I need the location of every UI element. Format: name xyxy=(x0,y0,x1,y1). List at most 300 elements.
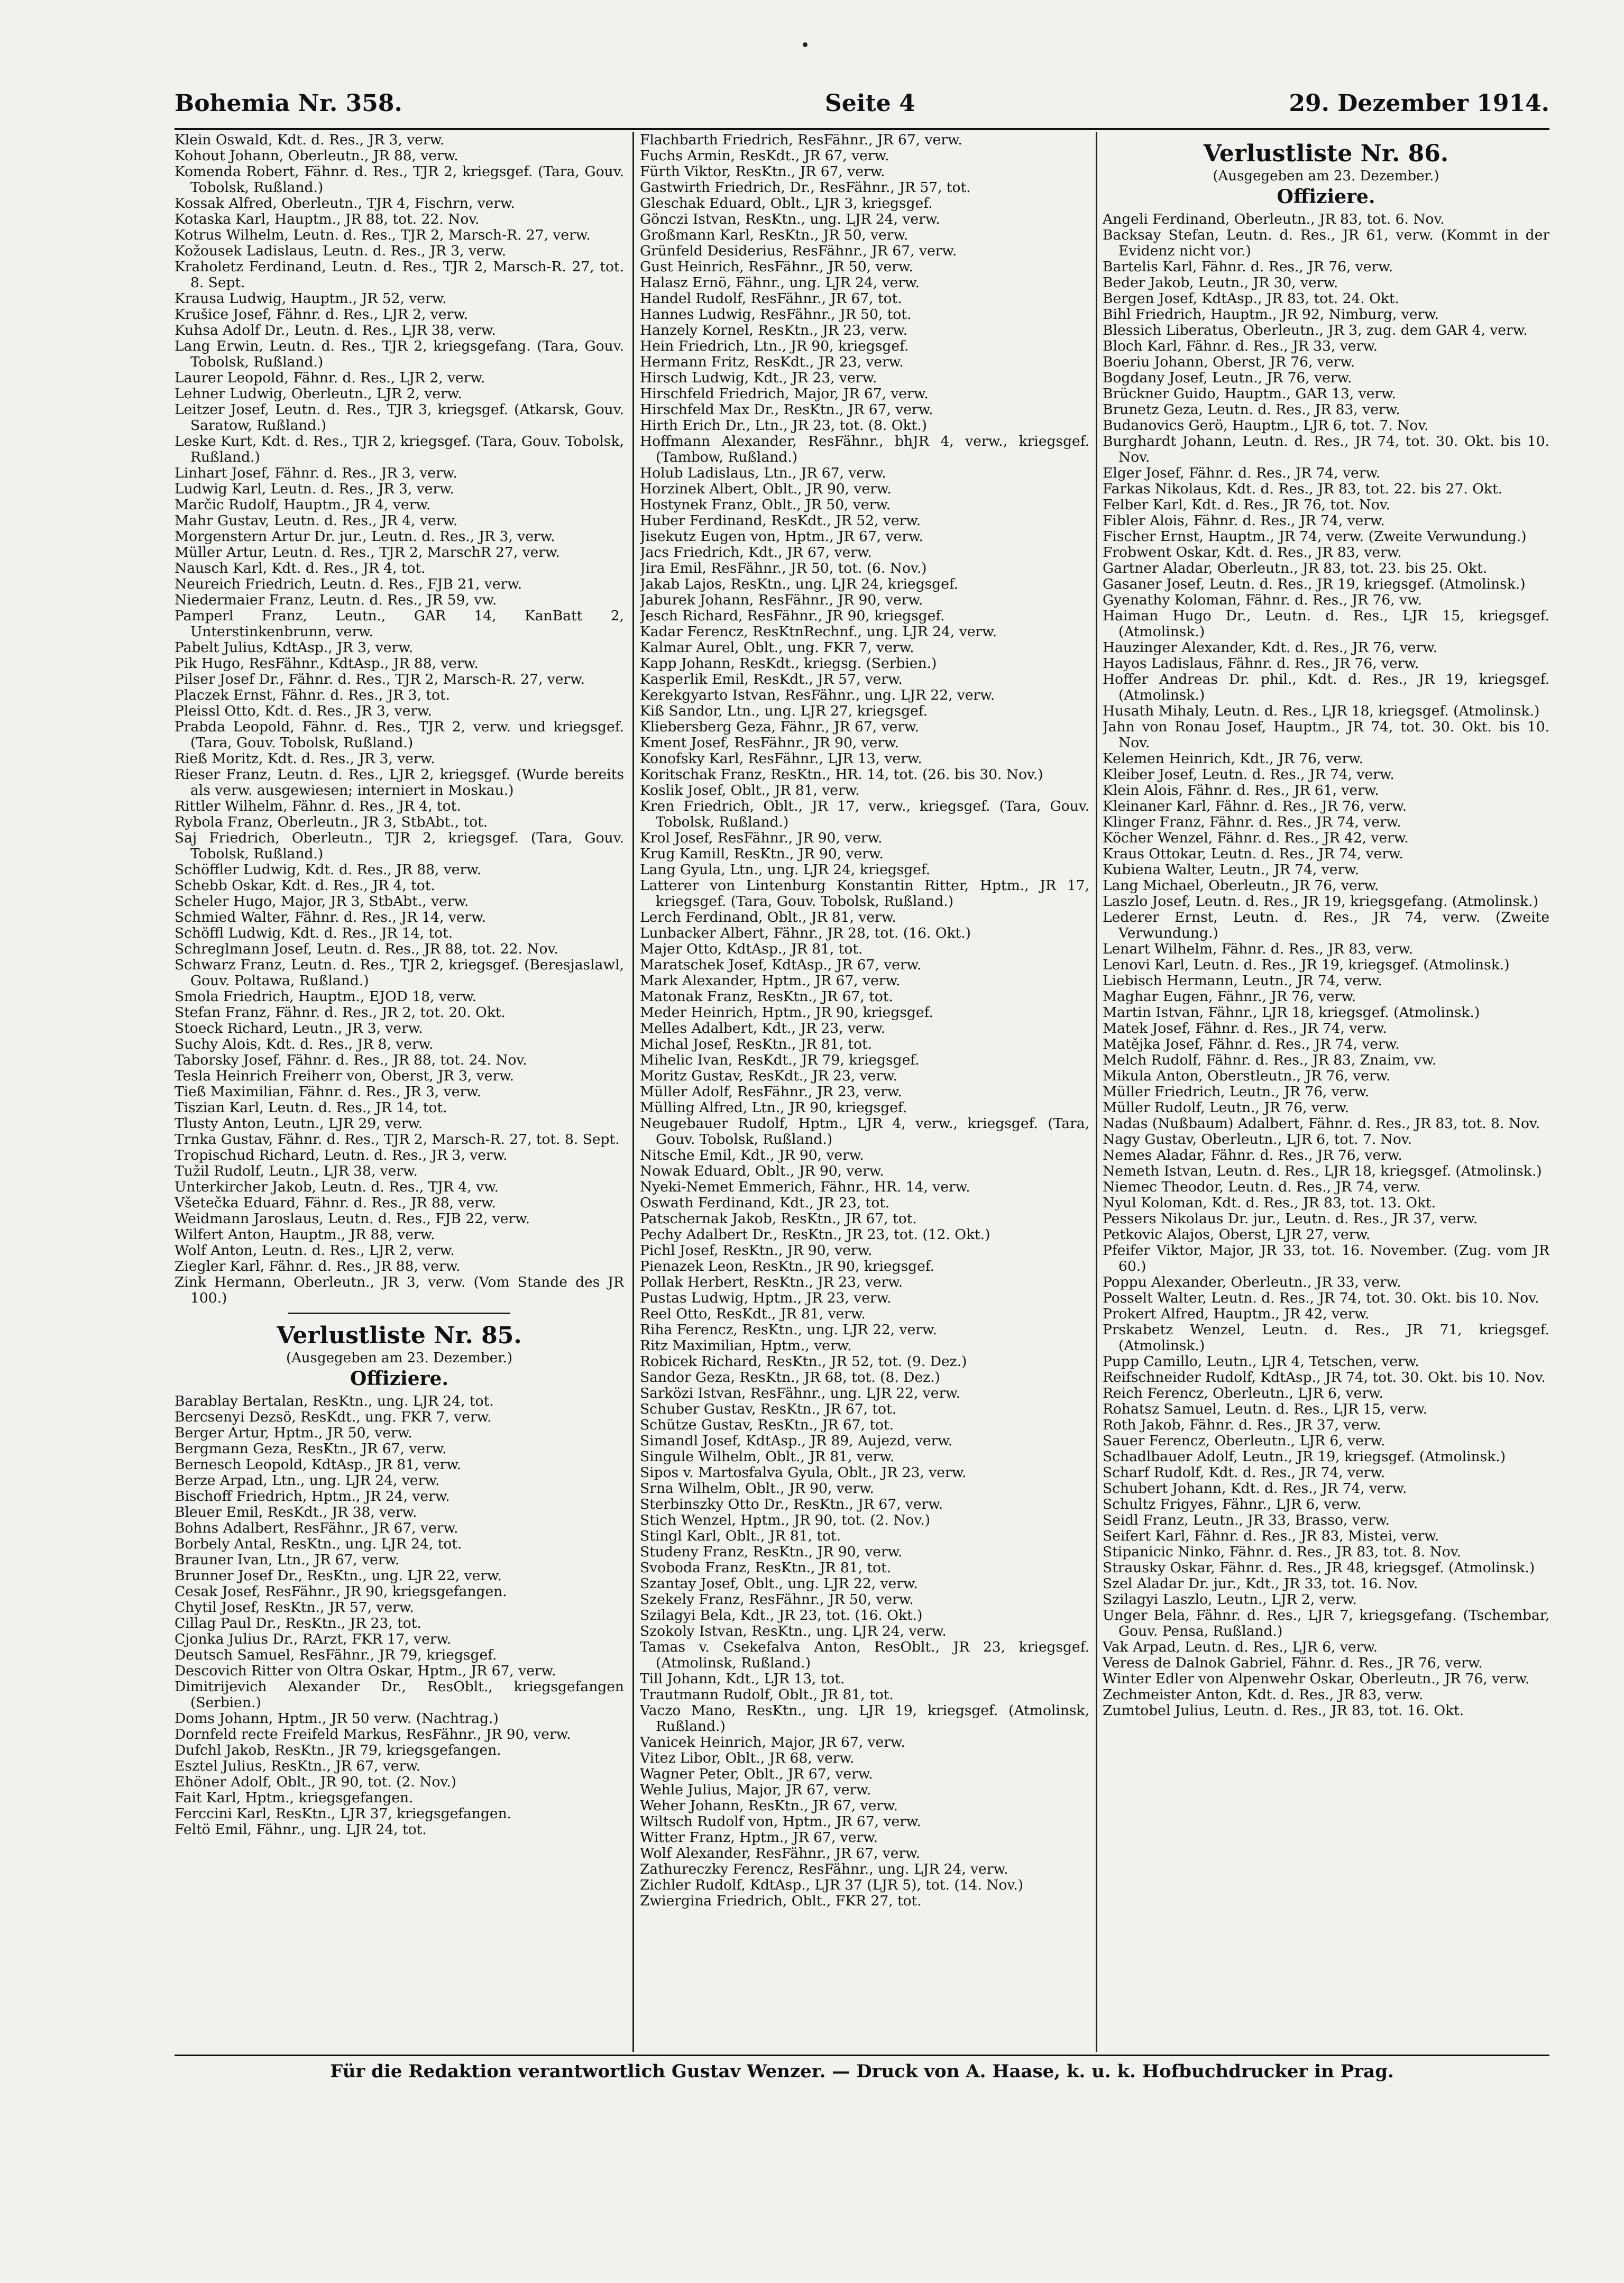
casualty-entry: Neugebauer Rudolf, Hptm., LJR 4, verw., kriegsgef. (Tara, Gouv. Tobolsk, Rußland.) xyxy=(640,1115,1089,1148)
casualty-entry: Lang Gyula, Ltn., ung. LJR 24, kriegsgef. xyxy=(640,861,931,878)
column-2-entries xyxy=(640,132,1089,1909)
casualty-entry: Ritz Maximilian, Hptm., verw. xyxy=(640,1337,852,1354)
casualty-entry: Matonak Franz, ResKtn., JR 67, tot. xyxy=(640,988,893,1005)
casualty-entry: Koslik Josef, Oblt., JR 81, verw. xyxy=(640,782,860,799)
casualty-entry: Mahr Gustav, Leutn. d. Res., JR 4, verw. xyxy=(175,512,458,529)
casualty-entry: Matějka Josef, Fähnr. d. Res., JR 74, verw. xyxy=(1103,1036,1400,1052)
casualty-entry: Klein Alois, Fähnr. d. Res., JR 61, verw. xyxy=(1103,782,1379,799)
casualty-entry: Bergmann Geza, ResKtn., JR 67, verw. xyxy=(175,1441,447,1457)
header-rule xyxy=(175,128,1549,130)
casualty-entry: Kerekgyarto Istvan, ResFähnr., ung. LJR 22, verw. xyxy=(640,687,995,703)
casualty-entry: Bernesch Leopold, KdtAsp., JR 81, verw. xyxy=(175,1456,462,1473)
casualty-entry: Trautmann Rudolf, Oblt., JR 81, tot. xyxy=(640,1686,894,1703)
casualty-entry: Zwiergina Friedrich, Oblt., FKR 27, tot. xyxy=(640,1893,922,1909)
casualty-entry: Hostynek Franz, Oblt., JR 50, verw. xyxy=(640,497,891,513)
casualty-entry: Robicek Richard, ResKtn., JR 52, tot. (9. Dez.) xyxy=(640,1353,967,1370)
casualty-entry: Unterkircher Jakob, Leutn. d. Res., TJR 4, vw. xyxy=(175,1179,499,1195)
casualty-entry: Nemeth Istvan, Leutn. d. Res., LJR 18, kriegsgef. (Atmolinsk.) xyxy=(1103,1163,1542,1179)
casualty-entry: Bergen Josef, KdtAsp., JR 83, tot. 24. Okt. xyxy=(1103,290,1400,307)
casualty-entry: Kment Josef, ResFähnr., JR 90, verw. xyxy=(640,735,899,751)
casualty-entry: Schreglmann Josef, Leutn. d. Res., JR 88, tot. 22. Nov. xyxy=(175,941,558,957)
casualty-entry: Kožousek Ladislaus, Leutn. d. Res., JR 3, verw. xyxy=(175,243,507,259)
casualty-entry: Simandl Josef, KdtAsp., JR 89, Aujezd, verw. xyxy=(640,1433,953,1449)
casualty-entry: Pleissl Otto, Kdt. d. Res., JR 3, verw. xyxy=(175,703,432,719)
casualty-entry: Sarközi Istvan, ResFähnr., ung. LJR 22, verw. xyxy=(640,1385,961,1401)
casualty-entry: Fuchs Armin, ResKdt., JR 67, verw. xyxy=(640,148,889,164)
casualty-entry: Schebb Oskar, Kdt. d. Res., JR 4, tot. xyxy=(175,877,435,894)
casualty-entry: Farkas Nikolaus, Kdt. d. Res., JR 83, tot. 22. bis 27. Okt. xyxy=(1103,481,1503,497)
casualty-entry: Grünfeld Desiderius, ResFähnr., JR 67, verw. xyxy=(640,243,957,259)
casualty-entry: Budanovics Gerö, Hauptm., LJR 6, tot. 7. Nov. xyxy=(1103,417,1429,434)
casualty-entry: Hirschfeld Max Dr., ResKtn., JR 67, verw. xyxy=(640,401,933,418)
section-86-subtitle: (Ausgegeben am 23. Dezember.) xyxy=(1213,168,1439,184)
casualty-entry: Smola Friedrich, Hauptm., EJOD 18, verw. xyxy=(175,988,477,1005)
header-page-number: Seite 4 xyxy=(825,90,915,117)
casualty-entry: Hannes Ludwig, ResFähnr., JR 50, tot. xyxy=(640,306,912,323)
casualty-entry: Singule Wilhelm, Oblt., JR 81, verw. xyxy=(640,1448,895,1465)
casualty-entry: Kossak Alfred, Oberleutn., TJR 4, Fischrn, verw. xyxy=(175,195,515,212)
casualty-entry: Rittler Wilhelm, Fähnr. d. Res., JR 4, tot. xyxy=(175,798,461,814)
casualty-entry: Jisekutz Eugen von, Hptm., JR 67, verw. xyxy=(640,528,923,545)
casualty-entry: Leitzer Josef, Leutn. d. Res., TJR 3, kriegsgef. (Atkarsk, Gouv. Saratow, Rußland.) xyxy=(175,401,624,434)
imprint-footer: Für die Redaktion verantwortlich Gustav Wenzer. — Druck von A. Haase, k. u. k. Hofbuchdrucker in Prag. xyxy=(330,2061,1394,2082)
casualty-entry: Koritschak Franz, ResKtn., HR. 14, tot. (26. bis 30. Nov.) xyxy=(640,766,1043,783)
column-3 xyxy=(1103,132,1549,2052)
column-1-entries xyxy=(175,132,624,1306)
casualty-entry: Hirsch Ludwig, Kdt., JR 23, verw. xyxy=(640,370,877,386)
casualty-entry: Kotrus Wilhelm, Leutn. d. Res., TJR 2, Marsch-R. 27, verw. xyxy=(175,227,591,243)
section-separator xyxy=(288,1313,510,1314)
section-85-title: Verlustliste Nr. 85. xyxy=(277,1322,522,1349)
casualty-entry: Cesak Josef, ResFähnr., JR 90, kriegsgefangen. xyxy=(175,1583,507,1600)
casualty-entry: Melles Adalbert, Kdt., JR 23, verw. xyxy=(640,1020,886,1037)
casualty-entry: Feltö Emil, Fähnr., ung. LJR 24, tot. xyxy=(175,1821,427,1838)
casualty-entry: Wolf Alexander, ResFähnr., JR 67, verw. xyxy=(640,1845,921,1862)
casualty-entry: Nausch Karl, Kdt. d. Res., JR 4, tot. xyxy=(175,560,426,576)
section-86-group-heading: Offiziere. xyxy=(1277,186,1375,208)
casualty-entry: Pichl Josef, ResKtn., JR 90, verw. xyxy=(640,1242,873,1259)
casualty-entry: Schmied Walter, Fähnr. d. Res., JR 14, verw. xyxy=(175,909,487,925)
casualty-entry: Elger Josef, Fähnr. d. Res., JR 74, verw. xyxy=(1103,465,1381,481)
casualty-entry: Fischer Ernst, Hauptm., JR 74, verw. (Zweite Verwundung.) xyxy=(1103,528,1527,545)
casualty-entry: Konofsky Karl, ResFähnr., LJR 13, verw. xyxy=(640,750,922,767)
casualty-entry: Kraus Ottokar, Leutn. d. Res., JR 74, verw. xyxy=(1103,846,1403,862)
casualty-entry: Lenovi Karl, Leutn. d. Res., JR 19, kriegsgef. (Atmolinsk.) xyxy=(1103,957,1510,973)
casualty-entry: Kren Friedrich, Oblt., JR 17, verw., kriegsgef. (Tara, Gouv. Tobolsk, Rußland.) xyxy=(640,798,1089,830)
casualty-entry: Krug Kamill, ResKtn., JR 90, verw. xyxy=(640,846,884,862)
casualty-entry: Berze Arpad, Ltn., ung. LJR 24, verw. xyxy=(175,1472,440,1489)
casualty-entry: Wagner Peter, Oblt., JR 67, verw. xyxy=(640,1766,873,1782)
casualty-entry: Niedermaier Franz, Leutn. d. Res., JR 59, vw. xyxy=(175,592,497,608)
casualty-entry: Ludwig Karl, Leutn. d. Res., JR 3, verw. xyxy=(175,481,454,497)
casualty-entry: Rybola Franz, Oberleutn., JR 3, StbAbt., tot. xyxy=(175,814,488,830)
casualty-entry: Kapp Johann, ResKdt., kriegsg. (Serbien.) xyxy=(640,655,937,672)
casualty-entry: Scharf Rudolf, Kdt. d. Res., JR 74, verw. xyxy=(1103,1464,1386,1481)
casualty-entry: Bohns Adalbert, ResFähnr., JR 67, verw. xyxy=(175,1520,458,1536)
casualty-entry: Haiman Hugo Dr., Leutn. d. Res., LJR 15, kriegsgef. (Atmolinsk.) xyxy=(1103,608,1549,640)
casualty-entry: Burghardt Johann, Leutn. d. Res., JR 74, tot. 30. Okt. bis 10. Nov. xyxy=(1103,433,1549,465)
casualty-entry: Sterbinszky Otto Dr., ResKtn., JR 67, verw. xyxy=(640,1496,943,1512)
casualty-entry: Zink Hermann, Oberleutn., JR 3, verw. (Vom Stande des JR 100.) xyxy=(175,1274,624,1306)
casualty-entry: Bogdany Josef, Leutn., JR 76, verw. xyxy=(1103,370,1352,386)
casualty-entry: Vanicek Heinrich, Major, JR 67, verw. xyxy=(640,1734,905,1750)
casualty-entry: Kalmar Aurel, Oblt., ung. FKR 7, verw. xyxy=(640,639,914,656)
casualty-entry: Reifschneider Rudolf, KdtAsp., JR 74, tot. 30. Okt. bis 10. Nov. xyxy=(1103,1369,1546,1386)
casualty-entry: Köcher Wenzel, Fähnr. d. Res., JR 42, verw. xyxy=(1103,830,1409,846)
casualty-entry: Kiß Sandor, Ltn., ung. LJR 27, kriegsgef. xyxy=(640,703,928,719)
casualty-entry: Kohout Johann, Oberleutn., JR 88, verw. xyxy=(175,148,458,164)
casualty-entry: Rohatsz Samuel, Leutn. d. Res., LJR 15, verw. xyxy=(1103,1401,1428,1417)
casualty-entry: Hanzely Kornel, ResKtn., JR 23, verw. xyxy=(640,322,908,338)
casualty-entry: Roth Jakob, Fähnr. d. Res., JR 37, verw. xyxy=(1103,1417,1381,1433)
casualty-entry: Laszlo Josef, Leutn. d. Res., JR 19, kriegsgefang. (Atmolinsk.) xyxy=(1103,893,1538,910)
casualty-entry: Nowak Eduard, Oblt., JR 90, verw. xyxy=(640,1163,884,1179)
casualty-entry: Hein Friedrich, Ltn., JR 90, kriegsgef. xyxy=(640,338,909,354)
casualty-entry: Wiltsch Rudolf von, Hptm., JR 67, verw. xyxy=(640,1813,921,1830)
casualty-entry: Moritz Gustav, ResKdt., JR 23, verw. xyxy=(640,1068,897,1084)
casualty-entry: Hauzinger Alexander, Kdt. d. Res., JR 76, verw. xyxy=(1103,639,1437,656)
casualty-entry: Reich Ferencz, Oberleutn., LJR 6, verw. xyxy=(1103,1385,1383,1401)
casualty-entry: Prabda Leopold, Fähnr. d. Res., TJR 2, verw. und kriegsgef. (Tara, Gouv. Tobolsk, Rußland.) xyxy=(175,719,624,751)
casualty-entry: Schultz Frigyes, Fähnr., LJR 6, verw. xyxy=(1103,1496,1362,1512)
casualty-entry: Tužil Rudolf, Leutn., LJR 38, verw. xyxy=(175,1163,418,1179)
casualty-entry: Vaczo Mano, ResKtn., ung. LJR 19, kriegsgef. (Atmolinsk, Rußland.) xyxy=(640,1702,1089,1735)
casualty-entry: Marčic Rudolf, Hauptm., JR 4, verw. xyxy=(175,497,431,513)
casualty-entry: Müller Artur, Leutn. d. Res., TJR 2, MarschR 27, verw. xyxy=(175,544,560,561)
casualty-entry: Tiszian Karl, Leutn. d. Res., JR 14, tot. xyxy=(175,1099,447,1116)
casualty-entry: Bercsenyi Dezsö, ResKdt., ung. FKR 7, verw. xyxy=(175,1409,492,1425)
casualty-entry: Lehner Ludwig, Oberleutn., LJR 2, verw. xyxy=(175,386,462,402)
casualty-entry: Jesch Richard, ResFähnr., JR 90, kriegsgef. xyxy=(640,608,945,624)
casualty-entry: Szekely Franz, ResFähnr., JR 50, verw. xyxy=(640,1591,914,1608)
casualty-entry: Michal Josef, ResKtn., JR 81, tot. xyxy=(640,1036,873,1052)
casualty-entry: Mark Alexander, Hptm., JR 67, verw. xyxy=(640,973,901,989)
casualty-entry: Fibler Alois, Fähnr. d. Res., JR 74, verw. xyxy=(1103,512,1385,529)
casualty-entry: Pamperl Franz, Leutn., GAR 14, KanBatt 2, Unterstinkenbrunn, verw. xyxy=(175,608,624,640)
header-newspaper-issue: Bohemia Nr. 358. xyxy=(175,90,402,117)
casualty-entry: Jaburek Johann, ResFähnr., JR 90, verw. xyxy=(640,592,923,608)
casualty-entry: Hermann Fritz, ResKdt., JR 23, verw. xyxy=(640,354,904,370)
casualty-entry: Horzinek Albert, Oblt., JR 90, verw. xyxy=(640,481,892,497)
casualty-entry: Klein Oswald, Kdt. d. Res., JR 3, verw. xyxy=(175,132,445,148)
casualty-entry: Pupp Camillo, Leutn., LJR 4, Tetschen, verw. xyxy=(1103,1353,1419,1370)
casualty-entry: Posselt Walter, Leutn. d. Res., JR 74, tot. 30. Okt. bis 10. Nov. xyxy=(1103,1290,1539,1306)
casualty-entry: Ziegler Karl, Fähnr. d. Res., JR 88, verw. xyxy=(175,1258,461,1275)
casualty-entry: Hirth Erich Dr., Ltn., JR 23, tot. (8. Okt.) xyxy=(640,417,927,434)
casualty-entry: Gartner Aladar, Oberleutn., JR 83, tot. 23. bis 25. Okt. xyxy=(1103,560,1488,576)
newspaper-page xyxy=(175,79,1549,2105)
casualty-entry: Jacs Friedrich, Kdt., JR 67, verw. xyxy=(640,544,872,561)
casualty-entry: Frobwent Oskar, Kdt. d. Res., JR 83, verw. xyxy=(1103,544,1402,561)
casualty-entry: Kraholetz Ferdinand, Leutn. d. Res., TJR 2, Marsch-R. 27, tot. 8. Sept. xyxy=(175,259,624,291)
casualty-entry: Pik Hugo, ResFähnr., KdtAsp., JR 88, verw. xyxy=(175,655,479,672)
casualty-entry: Jahn von Ronau Josef, Hauptm., JR 74, tot. 30. Okt. bis 10. Nov. xyxy=(1103,719,1549,751)
casualty-entry: Svoboda Franz, ResKtn., JR 81, tot. xyxy=(640,1560,892,1576)
casualty-entry: Krušice Josef, Fähnr. d. Res., LJR 2, verw. xyxy=(175,306,469,323)
casualty-entry: Riha Ferencz, ResKtn., ung. LJR 22, verw. xyxy=(640,1322,937,1338)
section-86-title: Verlustliste Nr. 86. xyxy=(1203,140,1449,167)
casualty-entry: Beder Jakob, Leutn., JR 30, verw. xyxy=(1103,274,1338,291)
casualty-entry: Bleuer Emil, ResKdt., JR 38, verw. xyxy=(175,1504,417,1520)
casualty-entry: Hoffer Andreas Dr. phil., Kdt. d. Res., JR 19, kriegsgef. (Atmolinsk.) xyxy=(1103,671,1549,703)
footer-rule xyxy=(175,2055,1549,2056)
casualty-entry: Liebisch Hermann, Leutn., JR 74, verw. xyxy=(1103,973,1382,989)
casualty-entry: Kadar Ferencz, ResKtnRechnf., ung. LJR 24, verw. xyxy=(640,624,997,640)
casualty-entry: Lerch Ferdinand, Oblt., JR 81, verw. xyxy=(640,909,896,925)
casualty-entry: Berger Artur, Hptm., JR 50, verw. xyxy=(175,1425,412,1441)
casualty-entry: Sandor Geza, ResKtn., JR 68, tot. (8. Dez.) xyxy=(640,1369,940,1386)
section-85-group-heading: Offiziere. xyxy=(350,1368,448,1390)
casualty-entry: Bloch Karl, Fähnr. d. Res., JR 33, verw. xyxy=(1103,338,1378,354)
casualty-entry: Placzek Ernst, Fähnr. d. Res., JR 3, tot. xyxy=(175,687,451,703)
casualty-entry: Wolf Anton, Leutn. d. Res., LJR 2, verw. xyxy=(175,1242,455,1259)
casualty-entry: Cjonka Julius Dr., RArzt, FKR 17, verw. xyxy=(175,1631,452,1647)
casualty-entry: Vak Arpad, Leutn. d. Res., LJR 6, verw. xyxy=(1103,1639,1378,1655)
casualty-entry: Szel Aladar Dr. jur., Kdt., JR 33, tot. 16. Nov. xyxy=(1103,1575,1418,1592)
casualty-entry: Stoeck Richard, Leutn., JR 3, verw. xyxy=(175,1020,423,1037)
casualty-entry: Fürth Viktor, ResKtn., JR 67, verw. xyxy=(640,163,885,180)
casualty-entry: Tamas v. Csekefalva Anton, ResOblt., JR 23, kriegsgef. (Atmolinsk, Rußland.) xyxy=(640,1639,1089,1671)
casualty-entry: Tieß Maximilian, Fähnr. d. Res., JR 3, verw. xyxy=(175,1084,482,1100)
casualty-entry: Mihelic Ivan, ResKdt., JR 79, kriegsgef. xyxy=(640,1052,920,1068)
column-3-entries xyxy=(1103,212,1549,1719)
casualty-entry: Gasaner Josef, Leutn. d. Res., JR 19, kriegsgef. (Atmolinsk.) xyxy=(1103,576,1526,592)
casualty-entry: Prokert Alfred, Hauptm., JR 42, verw. xyxy=(1103,1306,1370,1322)
casualty-entry: Schütze Gustav, ResKtn., JR 67, tot. xyxy=(640,1417,894,1433)
casualty-entry: Stefan Franz, Fähnr. d. Res., JR 2, tot. 20. Okt. xyxy=(175,1004,506,1021)
casualty-entry: Borbely Antal, ResKtn., ung. LJR 24, tot. xyxy=(175,1536,462,1552)
casualty-entry: Tropischud Richard, Leutn. d. Res., JR 3, verw. xyxy=(175,1147,508,1163)
casualty-entry: Pfeifer Viktor, Major, JR 33, tot. 16. November. (Zug. vom JR 60.) xyxy=(1103,1242,1549,1275)
casualty-entry: Deutsch Samuel, ResFähnr., JR 79, kriegsgef. xyxy=(175,1647,497,1663)
column-divider xyxy=(1096,132,1097,2052)
casualty-entry: Gleschak Eduard, Oblt., LJR 3, kriegsgef. xyxy=(640,195,933,212)
casualty-entry: Nadas (Nußbaum) Adalbert, Fähnr. d. Res., JR 83, tot. 8. Nov. xyxy=(1103,1115,1540,1132)
casualty-entry: Cillag Paul Dr., ResKtn., JR 23, tot. xyxy=(175,1615,421,1631)
casualty-entry: Dufchl Jakob, ResKtn., JR 79, kriegsgefangen. xyxy=(175,1742,501,1758)
casualty-entry: Kasperlik Emil, ResKdt., JR 57, verw. xyxy=(640,671,903,687)
casualty-entry: Krausa Ludwig, Hauptm., JR 52, verw. xyxy=(175,290,447,307)
casualty-entry: Petkovic Alajos, Oberst, LJR 27, verw. xyxy=(1103,1226,1371,1243)
casualty-entry: Veress de Dalnok Gabriel, Fähnr. d. Res., JR 76, verw. xyxy=(1103,1655,1483,1671)
casualty-entry: Backsay Stefan, Leutn. d. Res., JR 61, verw. (Kommt in der Evidenz nicht vor.) xyxy=(1103,227,1549,259)
casualty-entry: Nagy Gustav, Oberleutn., LJR 6, tot. 7. Nov. xyxy=(1103,1131,1412,1148)
casualty-entry: Maratschek Josef, KdtAsp., JR 67, verw. xyxy=(640,957,922,973)
casualty-entry: Kleiber Josef, Leutn. d. Res., JR 74, verw. xyxy=(1103,766,1394,783)
casualty-entry: Felber Karl, Kdt. d. Res., JR 76, tot. Nov. xyxy=(1103,497,1391,513)
casualty-entry: Kelemen Heinrich, Kdt., JR 76, verw. xyxy=(1103,750,1363,767)
casualty-entry: Kuhsa Adolf Dr., Leutn. d. Res., LJR 38, verw. xyxy=(175,322,496,338)
casualty-entry: Szantay Josef, Oblt., ung. LJR 22, verw. xyxy=(640,1575,918,1592)
casualty-entry: Matek Josef, Fähnr. d. Res., JR 74, verw. xyxy=(1103,1020,1387,1037)
casualty-entry: Sauer Ferencz, Oberleutn., LJR 6, verw. xyxy=(1103,1433,1386,1449)
casualty-entry: Flachbarth Friedrich, ResFähnr., JR 67, verw. xyxy=(640,132,962,148)
casualty-entry: Stingl Karl, Oblt., JR 81, tot. xyxy=(640,1528,841,1544)
casualty-entry: Dornfeld recte Freifeld Markus, ResFähnr., JR 90, verw. xyxy=(175,1726,571,1743)
casualty-entry: Handel Rudolf, ResFähnr., JR 67, tot. xyxy=(640,290,902,307)
casualty-entry: Pechy Adalbert Dr., ResKtn., JR 23, tot. (12. Okt.) xyxy=(640,1226,990,1243)
casualty-entry: Vitez Libor, Oblt., JR 68, verw. xyxy=(640,1750,855,1766)
casualty-entry: Schöffl Ludwig, Kdt. d. Res., JR 14, tot. xyxy=(175,925,453,941)
casualty-entry: Trnka Gustav, Fähnr. d. Res., TJR 2, Marsch-R. 27, tot. 8. Sept. xyxy=(175,1131,620,1148)
casualty-entry: Majer Otto, KdtAsp., JR 81, tot. xyxy=(640,941,863,957)
casualty-entry: Seidl Franz, Leutn., JR 33, Brasso, verw. xyxy=(1103,1512,1390,1528)
casualty-entry: Taborsky Josef, Fähnr. d. Res., JR 88, tot. 24. Nov. xyxy=(175,1052,527,1068)
casualty-entry: Klinger Franz, Fähnr. d. Res., JR 74, verw. xyxy=(1103,814,1401,830)
casualty-entry: Schwarz Franz, Leutn. d. Res., TJR 2, kriegsgef. (Beresjaslawl, Gouv. Poltawa, Rußland.) xyxy=(175,957,624,989)
casualty-entry: Všetečka Eduard, Fähnr. d. Res., JR 88, verw. xyxy=(175,1195,496,1211)
casualty-entry: Mikula Anton, Oberstleutn., JR 76, verw. xyxy=(1103,1068,1391,1084)
casualty-entry: Suchy Alois, Kdt. d. Res., JR 8, verw. xyxy=(175,1036,434,1052)
column-2 xyxy=(640,132,1089,2052)
casualty-entry: Husath Mihaly, Leutn. d. Res., LJR 18, kriegsgef. (Atmolinsk.) xyxy=(1103,703,1540,719)
casualty-entry: Lederer Ernst, Leutn. d. Res., JR 74, verw. (Zweite Verwundung.) xyxy=(1103,909,1549,941)
casualty-entry: Gönczi Istvan, ResKtn., ung. LJR 24, verw. xyxy=(640,211,940,227)
casualty-entry: Szokoly Istvan, ResKtn., ung. LJR 24, verw. xyxy=(640,1623,947,1639)
casualty-entry: Blessich Liberatus, Oberleutn., JR 3, zug. dem GAR 4, verw. xyxy=(1103,322,1528,338)
casualty-entry: Lang Erwin, Leutn. d. Res., TJR 2, kriegsgefang. (Tara, Gouv. Tobolsk, Rußland.) xyxy=(175,338,624,370)
casualty-entry: Rieß Moritz, Kdt. d. Res., JR 3, verw. xyxy=(175,750,435,767)
casualty-entry: Jakab Lajos, ResKtn., ung. LJR 24, kriegsgef. xyxy=(640,576,959,592)
header-date: 29. Dezember 1914. xyxy=(1289,90,1549,117)
casualty-entry: Halasz Ernö, Fähnr., ung. LJR 24, verw. xyxy=(640,274,920,291)
casualty-entry: Boeriu Johann, Oberst, JR 76, verw. xyxy=(1103,354,1355,370)
casualty-entry: Oswath Ferdinand, Kdt., JR 23, tot. xyxy=(640,1195,890,1211)
casualty-entry: Patschernak Jakob, ResKtn., JR 67, tot. xyxy=(640,1211,917,1227)
casualty-entry: Poppu Alexander, Oberleutn., JR 33, verw. xyxy=(1103,1274,1401,1290)
casualty-entry: Jira Emil, ResFähnr., JR 50, tot. (6. Nov.) xyxy=(640,560,927,576)
casualty-entry: Müller Rudolf, Leutn., JR 76, verw. xyxy=(1103,1099,1350,1116)
casualty-entry: Unger Bela, Fähnr. d. Res., LJR 7, kriegsgefang. (Tschembar, Gouv. Pensa, Rußland.) xyxy=(1103,1607,1549,1639)
casualty-entry: Zathureczky Ferencz, ResFähnr., ung. LJR 24, verw. xyxy=(640,1861,1008,1877)
casualty-entry: Brunetz Geza, Leutn. d. Res., JR 83, verw. xyxy=(1103,401,1400,418)
casualty-entry: Brauner Ivan, Ltn., JR 67, verw. xyxy=(175,1552,400,1568)
casualty-entry: Ferccini Karl, ResKtn., LJR 37, kriegsgefangen. xyxy=(175,1805,512,1822)
casualty-entry: Zechmeister Anton, Kdt. d. Res., JR 83, verw. xyxy=(1103,1686,1424,1703)
casualty-entry: Bischoff Friedrich, Hptm., JR 24, verw. xyxy=(175,1488,450,1505)
casualty-entry: Stipanicic Ninko, Fähnr. d. Res., JR 83, tot. 8. Nov. xyxy=(1103,1544,1461,1560)
casualty-entry: Kliebersberg Geza, Fähnr., JR 67, verw. xyxy=(640,719,919,735)
casualty-entry: Müller Adolf, ResFähnr., JR 23, verw. xyxy=(640,1084,902,1100)
casualty-entry: Descovich Ritter von Oltra Oskar, Hptm., JR 67, verw. xyxy=(175,1663,556,1679)
casualty-entry: Esztel Julius, ResKtn., JR 67, verw. xyxy=(175,1758,421,1774)
casualty-entry: Schubert Johann, Kdt. d. Res., JR 74, verw. xyxy=(1103,1480,1407,1497)
casualty-entry: Szilagyi Laszlo, Leutn., LJR 2, verw. xyxy=(1103,1591,1357,1608)
casualty-entry: Meder Heinrich, Hptm., JR 90, kriegsgef. xyxy=(640,1004,933,1021)
casualty-entry: Zichler Rudolf, KdtAsp., LJR 37 (LJR 5), tot. (14. Nov.) xyxy=(640,1877,1024,1893)
casualty-entry: Kleinaner Karl, Fähnr. d. Res., JR 76, verw. xyxy=(1103,798,1407,814)
casualty-entry: Pustas Ludwig, Hptm., JR 23, verw. xyxy=(640,1290,892,1306)
casualty-entry: Morgenstern Artur Dr. jur., Leutn. d. Res., JR 3, verw. xyxy=(175,528,555,545)
casualty-entry: Pessers Nikolaus Dr. jur., Leutn. d. Res., JR 37, verw. xyxy=(1103,1211,1478,1227)
casualty-entry: Pabelt Julius, KdtAsp., JR 3, verw. xyxy=(175,639,414,656)
casualty-entry: Hoffmann Alexander, ResFähnr., bhJR 4, verw., kriegsgef. (Tambow, Rußland.) xyxy=(640,433,1089,465)
casualty-entry: Melch Rudolf, Fähnr. d. Res., JR 83, Znaim, vw. xyxy=(1103,1052,1437,1068)
casualty-entry: Zumtobel Julius, Leutn. d. Res., JR 83, tot. 16. Okt. xyxy=(1103,1702,1464,1719)
casualty-entry: Niemec Theodor, Leutn. d. Res., JR 74, verw. xyxy=(1103,1179,1421,1195)
column-divider xyxy=(632,132,634,2052)
column-1 xyxy=(175,132,624,2052)
casualty-entry: Ehöner Adolf, Oblt., JR 90, tot. (2. Nov.) xyxy=(175,1774,456,1790)
casualty-entry: Laurer Leopold, Fähnr. d. Res., LJR 2, verw. xyxy=(175,370,485,386)
casualty-entry: Bihl Friedrich, Hauptm., JR 92, Nimburg, verw. xyxy=(1103,306,1439,323)
casualty-entry: Rieser Franz, Leutn. d. Res., LJR 2, kriegsgef. (Wurde bereits als verw. ausgewiesen; interniert in Moskau.) xyxy=(175,766,624,799)
casualty-entry: Tlusty Anton, Leutn., LJR 29, verw. xyxy=(175,1115,423,1132)
casualty-entry: Sipos v. Martosfalva Gyula, Oblt., JR 23, verw. xyxy=(640,1464,967,1481)
casualty-entry: Pienazek Leon, ResKtn., JR 90, kriegsgef. xyxy=(640,1258,935,1275)
section-85-subtitle: (Ausgegeben am 23. Dezember.) xyxy=(286,1350,513,1366)
casualty-entry: Wilfert Anton, Hauptm., JR 88, verw. xyxy=(175,1226,435,1243)
casualty-entry: Krol Josef, ResFähnr., JR 90, verw. xyxy=(640,830,883,846)
casualty-entry: Nyeki-Nemet Emmerich, Fähnr., HR. 14, verw. xyxy=(640,1179,970,1195)
casualty-entry: Schuber Gustav, ResKtn., JR 67, tot. xyxy=(640,1401,897,1417)
casualty-entry: Holub Ladislaus, Ltn., JR 67, verw. xyxy=(640,465,886,481)
casualty-entry: Strausky Oskar, Fähnr. d. Res., JR 48, kriegsgef. (Atmolinsk.) xyxy=(1103,1560,1535,1576)
casualty-entry: Bartelis Karl, Fähnr. d. Res., JR 76, verw. xyxy=(1103,259,1393,275)
casualty-entry: Kubiena Walter, Leutn., JR 74, verw. xyxy=(1103,861,1360,878)
casualty-entry: Schadlbauer Adolf, Leutn., JR 19, kriegsgef. (Atmolinsk.) xyxy=(1103,1448,1506,1465)
casualty-entry: Latterer von Lintenburg Konstantin Ritter, Hptm., JR 17, kriegsgef. (Tara, Gouv. Tobolsk, Rußland.) xyxy=(640,877,1089,910)
casualty-entry: Huber Ferdinand, ResKdt., JR 52, verw. xyxy=(640,512,921,529)
casualty-entry: Winter Edler von Alpenwehr Oskar, Oberleutn., JR 76, verw. xyxy=(1103,1671,1530,1687)
casualty-entry: Nemes Aladar, Fähnr. d. Res., JR 76, verw. xyxy=(1103,1147,1402,1163)
casualty-entry: Maghar Eugen, Fähnr., JR 76, verw. xyxy=(1103,988,1356,1005)
casualty-entry: Szilagyi Bela, Kdt., JR 23, tot. (16. Okt.) xyxy=(640,1607,923,1624)
casualty-entry: Müller Friedrich, Leutn., JR 76, verw. xyxy=(1103,1084,1370,1100)
casualty-entry: Fait Karl, Hptm., kriegsgefangen. xyxy=(175,1790,414,1806)
casualty-entry: Nitsche Emil, Kdt., JR 90, verw. xyxy=(640,1147,864,1163)
casualty-entry: Prskabetz Wenzel, Leutn. d. Res., JR 71, kriegsgef. (Atmolinsk.) xyxy=(1103,1322,1549,1354)
columns xyxy=(175,132,1549,2052)
casualty-entry: Pilser Josef Dr., Fähnr. d. Res., TJR 2, Marsch-R. 27, verw. xyxy=(175,671,585,687)
casualty-entry: Studeny Franz, ResKtn., JR 90, verw. xyxy=(640,1544,903,1560)
casualty-entry: Scheler Hugo, Major, JR 3, StbAbt., verw. xyxy=(175,893,469,910)
casualty-entry: Leske Kurt, Kdt. d. Res., TJR 2, kriegsgef. (Tara, Gouv. Tobolsk, Rußland.) xyxy=(175,433,624,465)
casualty-entry: Lenart Wilhelm, Fähnr. d. Res., JR 83, verw. xyxy=(1103,941,1414,957)
casualty-entry: Barablay Bertalan, ResKtn., ung. LJR 24, tot. xyxy=(175,1393,494,1409)
casualty-entry: Gastwirth Friedrich, Dr., ResFähnr., JR 57, tot. xyxy=(640,179,971,196)
casualty-entry: Schöffler Ludwig, Kdt. d. Res., JR 88, verw. xyxy=(175,861,482,878)
casualty-entry: Weher Johann, ResKtn., JR 67, verw. xyxy=(640,1798,898,1814)
page-top-dot xyxy=(803,42,808,47)
casualty-entry: Seifert Karl, Fähnr. d. Res., JR 83, Mistei, verw. xyxy=(1103,1528,1439,1544)
column-1-section-85-entries xyxy=(175,1393,624,1838)
casualty-entry: Srna Wilhelm, Oblt., JR 90, verw. xyxy=(640,1480,874,1497)
casualty-entry: Weidmann Jaroslaus, Leutn. d. Res., FJB 22, verw. xyxy=(175,1211,530,1227)
casualty-entry: Angeli Ferdinand, Oberleutn., JR 83, tot. 6. Nov. xyxy=(1103,211,1445,227)
casualty-entry: Dimitrijevich Alexander Dr., ResOblt., kriegsgefangen (Serbien.) xyxy=(175,1679,624,1711)
casualty-entry: Nyul Koloman, Kdt. d. Res., JR 83, tot. 13. Okt. xyxy=(1103,1195,1436,1211)
casualty-entry: Tesla Heinrich Freiherr von, Oberst, JR 3, verw. xyxy=(175,1068,515,1084)
casualty-entry: Till Johann, Kdt., LJR 13, tot. xyxy=(640,1671,845,1687)
casualty-entry: Doms Johann, Hptm., JR 50 verw. (Nachtrag.) xyxy=(175,1710,499,1727)
casualty-entry: Hayos Ladislaus, Fähnr. d. Res., JR 76, verw. xyxy=(1103,655,1419,672)
casualty-entry: Pollak Herbert, ResKtn., JR 23, verw. xyxy=(640,1274,903,1290)
casualty-entry: Lang Michael, Oberleutn., JR 76, verw. xyxy=(1103,877,1379,894)
casualty-entry: Hirschfeld Friedrich, Major, JR 67, verw. xyxy=(640,386,929,402)
casualty-entry: Wehle Julius, Major, JR 67, verw. xyxy=(640,1782,871,1798)
casualty-entry: Witter Franz, Hptm., JR 67, verw. xyxy=(640,1829,878,1846)
casualty-entry: Mülling Alfred, Ltn., JR 90, kriegsgef. xyxy=(640,1099,907,1116)
casualty-entry: Stich Wenzel, Hptm., JR 90, tot. (2. Nov.) xyxy=(640,1512,930,1528)
casualty-entry: Brückner Guido, Hauptm., GAR 13, verw. xyxy=(1103,386,1396,402)
casualty-entry: Großmann Karl, ResKtn., JR 50, verw. xyxy=(640,227,909,243)
casualty-entry: Gyenathy Koloman, Fähnr. d. Res., JR 76, vw. xyxy=(1103,592,1423,608)
page-header xyxy=(175,90,1549,127)
casualty-entry: Kotaska Karl, Hauptm., JR 88, tot. 22. Nov. xyxy=(175,211,480,227)
casualty-entry: Chytil Josef, ResKtn., JR 57, verw. xyxy=(175,1599,414,1616)
casualty-entry: Reel Otto, ResKdt., JR 81, verw. xyxy=(640,1306,866,1322)
